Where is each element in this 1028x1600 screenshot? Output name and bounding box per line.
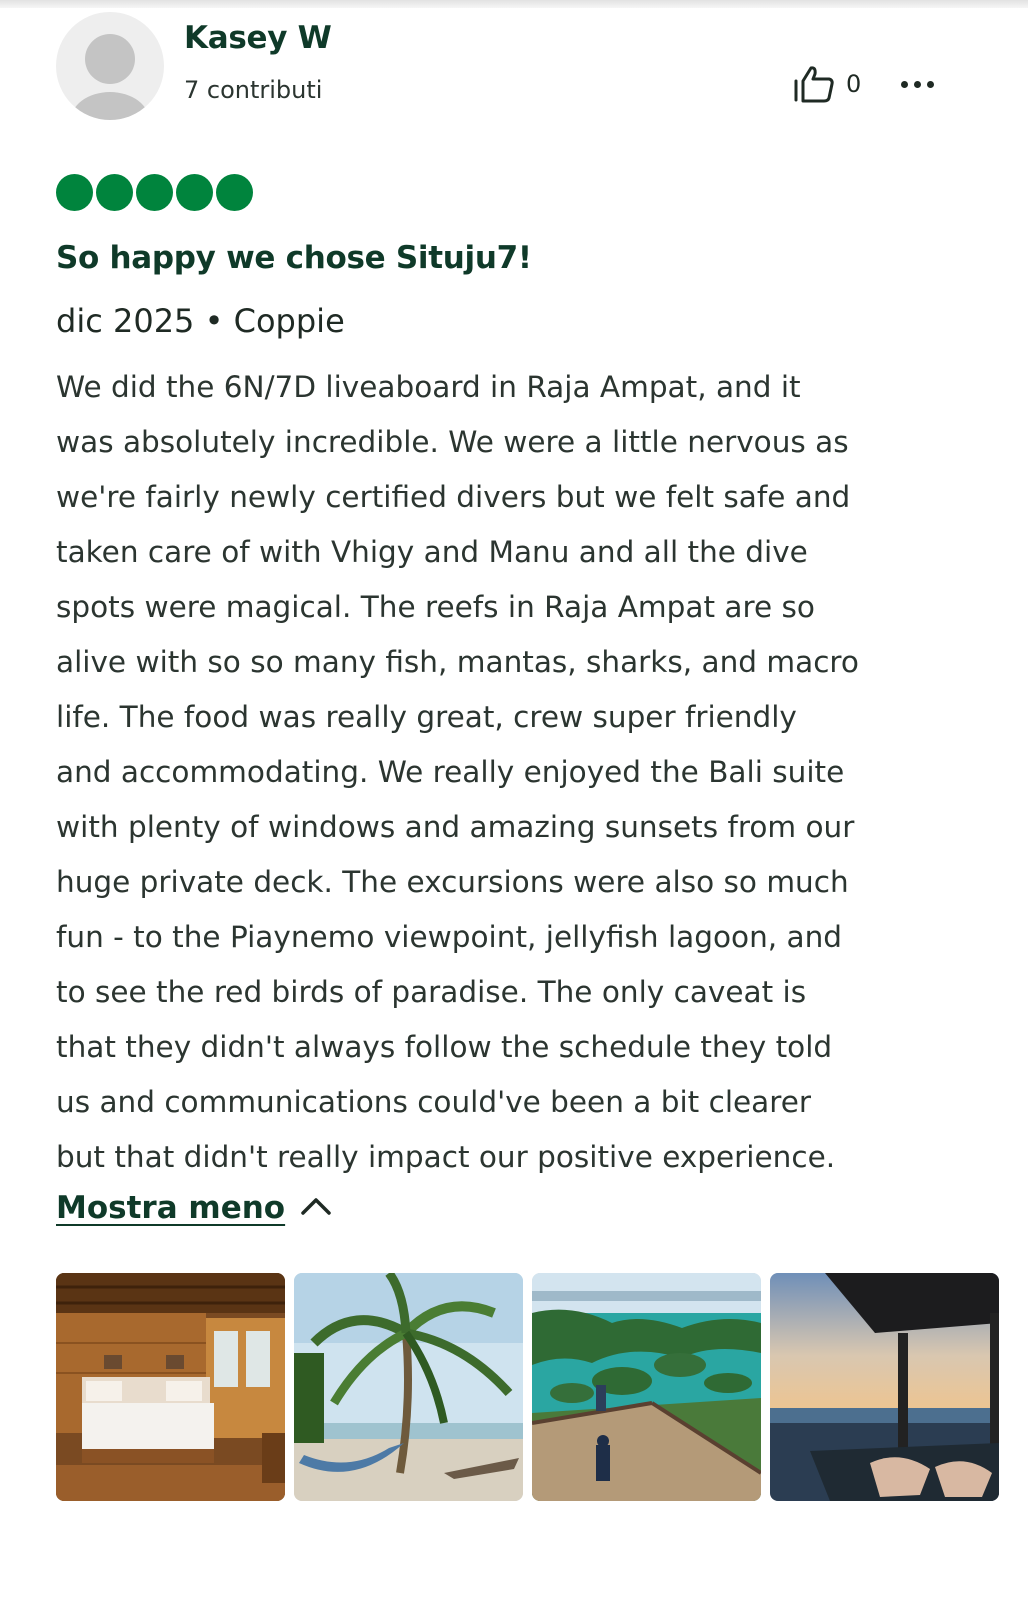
helpful-vote-button[interactable]: [792, 64, 861, 104]
review-body-line: that they didn't always follow the schedule they told: [56, 1030, 833, 1064]
rating-bubble-icon: [136, 174, 173, 211]
review-body-line: alive with so so many fish, mantas, sharks, and macro: [56, 645, 859, 679]
review-body-line: but that didn't really impact our positive experience.: [56, 1140, 836, 1174]
review-body-line: and accommodating. We really enjoyed the Bali suite: [56, 755, 845, 789]
ellipsis-icon: [901, 81, 908, 88]
default-user-icon: [85, 34, 135, 84]
thumbs-up-icon: [792, 64, 836, 104]
review-body-line: to see the red birds of paradise. The only caveat is: [56, 975, 807, 1009]
show-less-button[interactable]: [56, 1190, 333, 1226]
reviewer-contributions: 7 contributi: [184, 76, 323, 104]
review-meta: dic 2025 • Coppie: [56, 302, 345, 340]
review-body-line: us and communications could've been a bit clearer: [56, 1085, 812, 1119]
rating-bubble-icon: [96, 174, 133, 211]
review-photo-sunset-deck[interactable]: [770, 1273, 999, 1501]
review-body-line: life. The food was really great, crew super friendly: [56, 700, 797, 734]
review-body-line: We did the 6N/7D liveaboard in Raja Ampat, and it: [56, 370, 801, 404]
review-photo-cabin[interactable]: [56, 1273, 285, 1501]
avatar[interactable]: [56, 12, 164, 120]
reviewer-name[interactable]: Kasey W: [184, 20, 332, 56]
review-photo-palm-beach[interactable]: [294, 1273, 523, 1501]
chevron-up-icon: [299, 1194, 333, 1222]
review-body-line: huge private deck. The excursions were also so much: [56, 865, 849, 899]
review-body-line: with plenty of windows and amazing sunsets from our: [56, 810, 855, 844]
review-body-line: taken care of with Vhigy and Manu and all the dive: [56, 535, 808, 569]
review-title: So happy we chose Situju7!: [56, 240, 532, 276]
show-less-label: Mostra meno: [56, 1190, 286, 1226]
review-body-line: spots were magical. The reefs in Raja Ampat are so: [56, 590, 815, 624]
helpful-count: 0: [846, 70, 862, 98]
review-photos: [56, 1273, 999, 1501]
rating-bubble-icon: [56, 174, 93, 211]
review-body: [56, 360, 956, 1185]
rating-bubble-icon: [176, 174, 213, 211]
rating-bubble-icon: [216, 174, 253, 211]
review-photo-lagoon-viewpoint[interactable]: [532, 1273, 761, 1501]
review-body-line: was absolutely incredible. We were a little nervous as: [56, 425, 849, 459]
more-options-button[interactable]: [893, 70, 941, 98]
review-body-line: we're fairly newly certified divers but we felt safe and: [56, 480, 851, 514]
review-body-line: fun - to the Piaynemo viewpoint, jellyfish lagoon, and: [56, 920, 843, 954]
rating-bubbles: [56, 174, 253, 211]
top-divider: [0, 0, 1028, 8]
